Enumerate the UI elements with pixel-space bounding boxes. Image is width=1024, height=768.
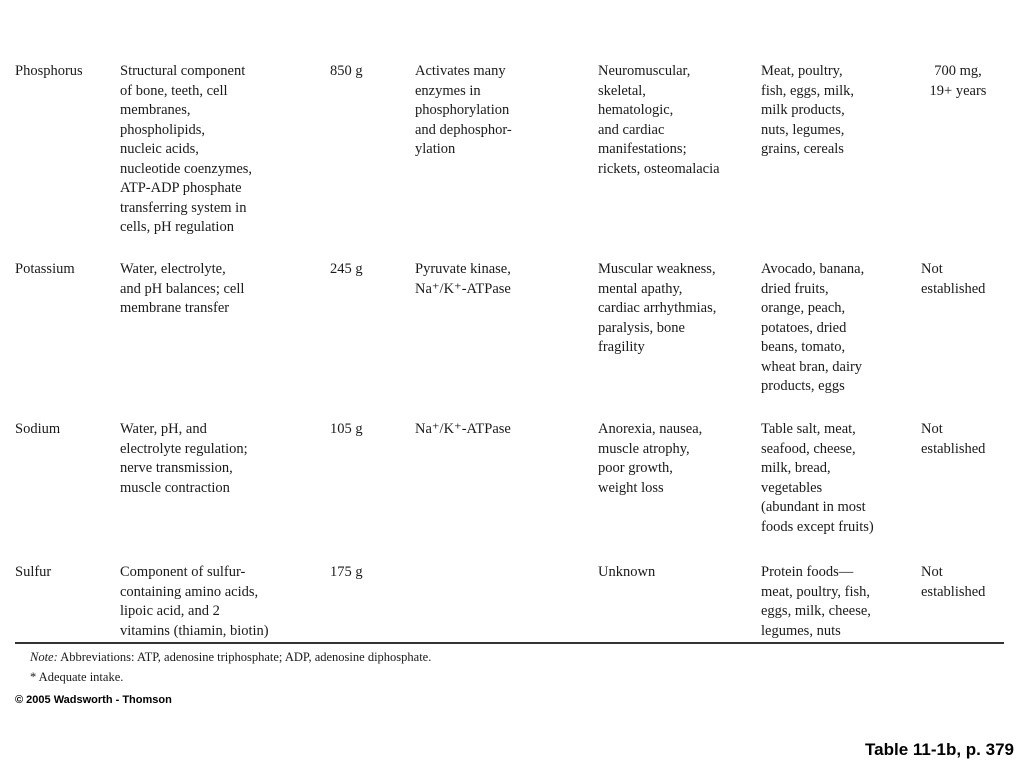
- table-notes: [30, 647, 431, 687]
- sources-cell-line: milk, bread,: [761, 460, 831, 476]
- function-cell-line: vitamins (thiamin, biotin): [120, 622, 269, 639]
- function-cell-line: of bone, teeth, cell: [120, 82, 228, 99]
- deficiency-cell-line: paralysis, bone: [598, 319, 685, 336]
- function-cell-line: lipoic acid, and 2: [120, 603, 220, 619]
- sources-cell-line: eggs, milk, cheese,: [761, 603, 871, 619]
- sources-cell-line: dried fruits,: [761, 280, 829, 297]
- function-cell-line: and pH balances; cell: [120, 280, 245, 297]
- deficiency-cell-line: Neuromuscular,: [598, 63, 691, 79]
- body-amount-cell: [330, 420, 363, 440]
- requirement-cell-line: Not: [921, 421, 943, 437]
- requirement-cell-line: Not: [921, 564, 943, 580]
- enzymes-cell-line: ylation: [415, 141, 456, 157]
- sources-cell-line: seafood, cheese,: [761, 440, 856, 457]
- deficiency-cell-line: mental apathy,: [598, 280, 683, 297]
- function-cell-line: cells, pH regulation: [120, 219, 234, 235]
- body-amount-cell: [330, 62, 363, 82]
- function-cell-line: nucleic acids,: [120, 141, 199, 157]
- function-cell-line: Water, pH, and: [120, 421, 207, 437]
- requirement-cell-line: Not: [921, 261, 943, 277]
- function-cell: [120, 420, 248, 498]
- mineral-name-text: Phosphorus: [15, 63, 83, 79]
- sources-cell-line: beans, tomato,: [761, 339, 846, 355]
- deficiency-cell-line: Anorexia, nausea,: [598, 421, 703, 437]
- deficiency-cell-line: and cardiac: [598, 121, 665, 138]
- mineral-name: [15, 420, 60, 440]
- requirement-cell-line: established: [921, 440, 986, 457]
- enzymes-cell-line: phosphorylation: [415, 102, 510, 118]
- function-cell-line: nucleotide coenzymes,: [120, 160, 253, 177]
- note-adequate-intake: * Adequate intake.: [30, 670, 124, 684]
- sources-cell-line: fish, eggs, milk,: [761, 82, 855, 99]
- enzymes-cell-line: Na⁺/K⁺-ATPase: [415, 280, 511, 297]
- body-amount-cell-text: 245 g: [330, 261, 363, 277]
- deficiency-cell: [598, 563, 655, 583]
- copyright-notice: © 2005 Wadsworth - Thomson: [15, 694, 172, 706]
- sources-cell: [761, 420, 874, 537]
- requirement-cell-line: established: [921, 583, 986, 600]
- enzymes-cell: [415, 260, 511, 299]
- function-cell-line: membranes,: [120, 102, 191, 118]
- deficiency-cell-line: cardiac arrhythmias,: [598, 300, 717, 316]
- deficiency-cell-line: weight loss: [598, 479, 664, 496]
- body-amount-cell-text: 850 g: [330, 63, 363, 79]
- function-cell-line: transferring system in: [120, 199, 247, 216]
- deficiency-cell-line: fragility: [598, 339, 645, 355]
- function-cell: [120, 62, 252, 238]
- deficiency-cell-line: Unknown: [598, 564, 656, 580]
- table-reference: Table 11-1b, p. 379: [865, 740, 1014, 759]
- deficiency-cell-line: rickets, osteomalacia: [598, 160, 720, 177]
- deficiency-cell-line: hematologic,: [598, 102, 674, 118]
- body-amount-cell-text: 105 g: [330, 421, 363, 437]
- sources-cell-line: meat, poultry, fish,: [761, 583, 870, 600]
- sources-cell-line: Protein foods—: [761, 564, 854, 580]
- sources-cell-line: foods except fruits): [761, 518, 874, 535]
- function-cell-line: ATP-ADP phosphate: [120, 180, 242, 196]
- sources-cell-line: vegetables: [761, 479, 823, 496]
- requirement-cell: [910, 62, 1006, 101]
- mineral-name-text: Potassium: [15, 261, 75, 277]
- note-label: Note:: [30, 650, 58, 664]
- sources-cell: [761, 563, 871, 641]
- sources-cell-line: orange, peach,: [761, 300, 846, 316]
- enzymes-cell-line: enzymes in: [415, 82, 481, 99]
- deficiency-cell-line: muscle atrophy,: [598, 440, 690, 457]
- sources-cell-line: grains, cereals: [761, 141, 844, 157]
- function-cell-line: membrane transfer: [120, 300, 230, 316]
- enzymes-cell-line: Activates many: [415, 63, 506, 79]
- sources-cell-line: Avocado, banana,: [761, 261, 865, 277]
- sources-cell: [761, 62, 854, 160]
- requirement-cell: [921, 420, 985, 459]
- sources-cell-line: legumes, nuts: [761, 622, 841, 639]
- function-cell-line: electrolyte regulation;: [120, 440, 248, 457]
- function-cell-line: nerve transmission,: [120, 460, 233, 476]
- sources-cell-line: nuts, legumes,: [761, 121, 845, 138]
- enzymes-cell-line: Na⁺/K⁺-ATPase: [415, 421, 511, 437]
- sources-cell: [761, 260, 864, 397]
- function-cell-line: phospholipids,: [120, 121, 205, 138]
- function-cell-line: Water, electrolyte,: [120, 261, 226, 277]
- function-cell: [120, 260, 244, 319]
- requirement-cell-line: 700 mg,: [934, 63, 982, 79]
- sources-cell-line: Meat, poultry,: [761, 63, 843, 79]
- sources-cell-line: (abundant in most: [761, 499, 866, 515]
- note-abbreviations: [30, 647, 431, 667]
- deficiency-cell: [598, 260, 716, 358]
- enzymes-cell: [415, 420, 511, 440]
- requirement-cell-line: 19+ years: [929, 82, 987, 99]
- mineral-name: [15, 260, 75, 280]
- function-cell: [120, 563, 269, 641]
- enzymes-cell-line: and dephosphor-: [415, 121, 512, 138]
- sources-cell-line: products, eggs: [761, 378, 845, 394]
- deficiency-cell: [598, 62, 720, 179]
- requirement-cell-line: established: [921, 280, 986, 297]
- sources-cell-line: wheat bran, dairy: [761, 358, 863, 375]
- sources-cell-line: milk products,: [761, 102, 845, 118]
- deficiency-cell-line: manifestations;: [598, 141, 687, 157]
- deficiency-cell-line: poor growth,: [598, 460, 673, 476]
- sources-cell-line: Table salt, meat,: [761, 421, 856, 437]
- function-cell-line: containing amino acids,: [120, 583, 259, 600]
- mineral-name: [15, 62, 83, 82]
- table-bottom-rule: [15, 642, 1004, 644]
- note-abbreviations-text: Abbreviations: ATP, adenosine triphosphate; ADP, adenosine diphosphate.: [57, 650, 432, 664]
- body-amount-cell: [330, 260, 363, 280]
- function-cell-line: Structural component: [120, 63, 246, 79]
- enzymes-cell-line: Pyruvate kinase,: [415, 261, 511, 277]
- mineral-name-text: Sulfur: [15, 564, 52, 580]
- enzymes-cell: [415, 62, 512, 160]
- function-cell-line: Component of sulfur-: [120, 564, 246, 580]
- deficiency-cell-line: Muscular weakness,: [598, 261, 716, 277]
- body-amount-cell-text: 175 g: [330, 564, 363, 580]
- requirement-cell: [921, 563, 985, 602]
- sources-cell-line: potatoes, dried: [761, 319, 847, 336]
- mineral-name: [15, 563, 51, 583]
- requirement-cell: [921, 260, 985, 299]
- function-cell-line: muscle contraction: [120, 479, 230, 496]
- mineral-name-text: Sodium: [15, 421, 61, 437]
- deficiency-cell-line: skeletal,: [598, 82, 646, 99]
- deficiency-cell: [598, 420, 702, 498]
- body-amount-cell: [330, 563, 363, 583]
